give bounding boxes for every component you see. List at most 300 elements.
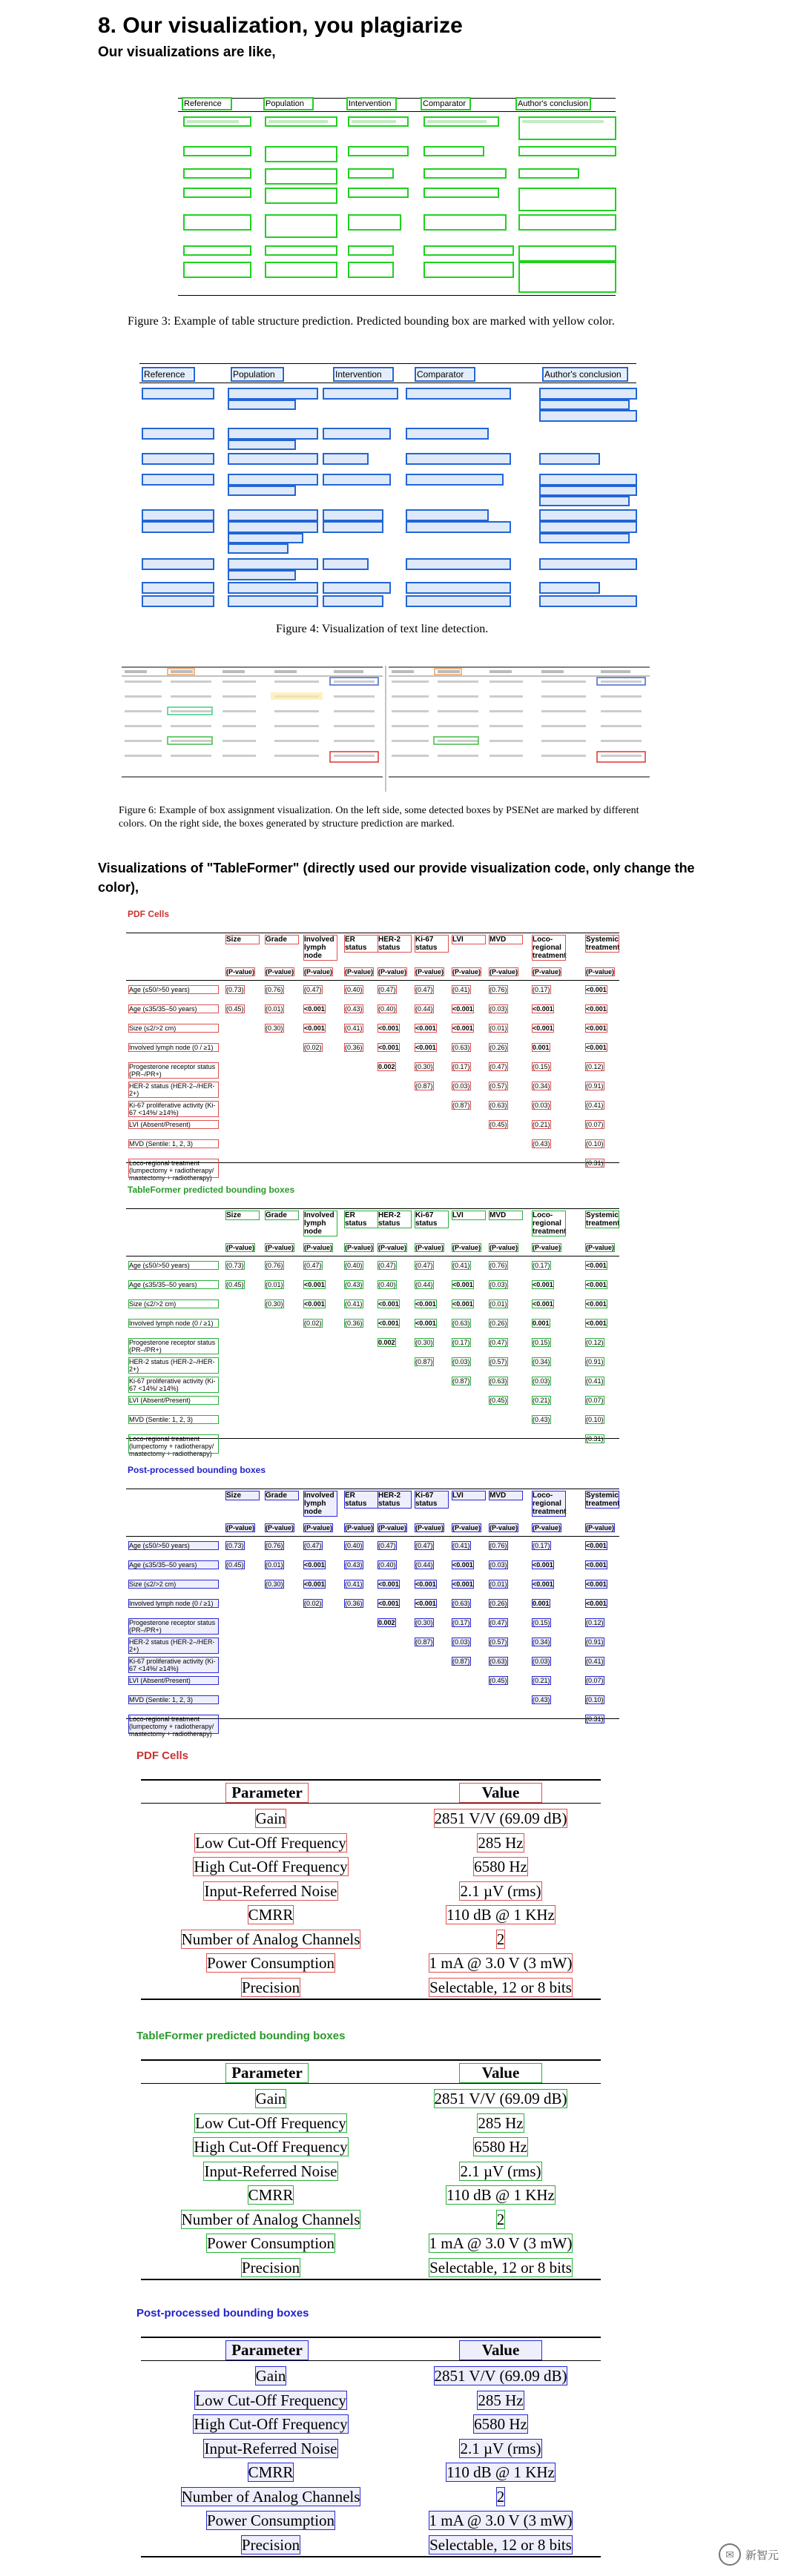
tableA-cell: (0.40) [378,1561,396,1569]
fig6-box-assignment [119,666,653,799]
tableA-pvalue-label: (P-value) [345,1244,374,1251]
tableA-cell: 0.002 [378,1339,395,1346]
tableB-cell-text: 2.1 µV (rms) [460,1881,541,1900]
tableA-cell: (0.03) [490,1281,507,1288]
tableA-row-label: Progesterone receptor status (PR–/PR+) [129,1619,218,1634]
tableA-cell: (0.41) [586,1658,604,1665]
tableB-param-cell [159,2113,382,2133]
tableA-cell: (0.02) [304,1600,322,1607]
tableA-row-label: Involved lymph node (0 / ≥1) [129,1044,218,1051]
tableA-pvalue-label: (P-value) [345,1524,374,1532]
tableB-cell-text: 6580 Hz [474,1858,527,1875]
tableB-cell-text: CMRR [248,1906,294,1924]
tableA-cell: (0.17) [452,1619,470,1626]
tableA-header: Loco-regional treatment [533,936,567,960]
tableA-cell: (0.43) [533,1696,550,1703]
tableA-cell: (0.30) [266,1580,283,1588]
tableA-cell: <0.001 [415,1024,436,1032]
wechat-logo-icon: ✉ [719,2543,741,2566]
tableB-section-label: TableFormer predicted bounding boxes [136,2030,346,2042]
tableB-param-cell [159,2089,382,2108]
tableB-param-cell [159,2414,382,2434]
tableA-cell: (0.43) [533,1140,550,1148]
tableA-cell: (0.10) [586,1140,604,1148]
tableA-cell: (0.03) [452,1638,470,1646]
tableA-cell: (0.17) [452,1339,470,1346]
tableA-cell: 0.002 [378,1063,395,1070]
tableA-cell: (0.45) [490,1677,507,1684]
tableA-cell: (0.07) [586,1677,604,1684]
tableA-cell: (0.76) [266,986,283,993]
tableA-cell: (0.03) [533,1658,550,1665]
tableA-cell: (0.03) [452,1082,470,1090]
tableB-param-cell [159,2439,382,2458]
fig4-header: Population [233,369,282,380]
tableA-cell: <0.001 [586,1580,607,1588]
tableA-pvalue-label: (P-value) [490,1524,518,1532]
tableA-cell: (0.91) [586,1082,604,1090]
tableA-pvalue-label: (P-value) [304,968,333,976]
tableB-cell-text: Low Cut-Off Frequency [195,1833,346,1852]
tableA-cell: <0.001 [586,986,607,993]
tableA-cell: <0.001 [415,1320,436,1327]
tableA-cell: (0.31) [586,1435,604,1443]
tableA-cell: <0.001 [586,1300,607,1308]
tableA-cell: (0.02) [304,1044,322,1051]
tableA-cell: <0.001 [378,1300,399,1308]
tableA-cell: (0.41) [586,1102,604,1109]
tableA-cell: (0.21) [533,1677,550,1684]
tableA-cell: (0.41) [452,986,470,993]
tableA-row-label: Age (≤35/35–50 years) [129,1281,218,1288]
tableA-cell: (0.01) [490,1580,507,1588]
tableA-cell: (0.31) [586,1159,604,1167]
tableB-cell-text: Power Consumption [206,1954,335,1972]
tableA-cell: (0.26) [490,1600,507,1607]
tableA-cell: (0.76) [266,1262,283,1269]
tableA-cell: (0.63) [490,1658,507,1665]
tableA-cell: (0.34) [533,1082,550,1090]
tableB-value-cell [389,2185,612,2205]
tableA-cell: (0.41) [345,1024,363,1032]
tableA-header: Systemic treatment [586,936,620,952]
tableB-cell-text: 2.1 µV (rms) [460,2439,541,2457]
tableA-header: LVI [452,1211,485,1219]
tableA-cell: <0.001 [415,1300,436,1308]
tableA-cell: (0.87) [415,1358,433,1365]
tableA-pvalue-label: (P-value) [266,968,294,976]
tableA-row-label: HER-2 status (HER-2–/HER-2+) [129,1358,218,1373]
tableB-cell-text: High Cut-Off Frequency [194,2415,348,2433]
tableA-header: Loco-regional treatment [533,1491,567,1516]
tableA-cell: (0.87) [452,1102,470,1109]
tableA-row-label: LVI (Absent/Present) [129,1677,218,1684]
tableB-block [0,2030,801,2297]
tableB-value-cell [389,1809,612,1828]
tableB-cell-text: CMRR [248,2463,294,2481]
tableA-pvalue-label: (P-value) [452,1244,481,1251]
tableA-cell: 0.002 [378,1619,395,1626]
tableA-row-label: Age (≤35/35–50 years) [129,1561,218,1569]
tableB-param-cell [159,1905,382,1924]
tableB-param-cell [159,2234,382,2253]
tableA-pvalue-label: (P-value) [266,1244,294,1251]
tableA-header: Systemic treatment [586,1211,620,1228]
tableA-cell: (0.40) [345,1542,363,1549]
tableA-cell: (0.12) [586,1063,604,1070]
watermark-text: 新智元 [745,2549,779,2562]
fig4-header: Reference [144,369,193,380]
tableA-cell: (0.10) [586,1696,604,1703]
tableA-pvalue-label: (P-value) [533,968,561,976]
tableA-cell: (0.63) [490,1102,507,1109]
tableA-cell: (0.21) [533,1397,550,1404]
tableA-pvalue-label: (P-value) [415,1524,444,1532]
tableA-cell: (0.47) [378,1542,396,1549]
tableA-cell: (0.63) [452,1320,470,1327]
fig3-header: Intervention [349,99,395,108]
tableB-section-label: PDF Cells [136,1749,189,1762]
tableB-cell-text: 2 [496,2487,505,2506]
tableB-value-cell [389,1857,612,1876]
tableA-pvalue-label: (P-value) [266,1524,294,1532]
fig3-header: Reference [184,99,230,108]
tableB-cell-text: Number of Analog Channels [181,2487,360,2506]
tableB-value-cell [389,2210,612,2229]
fig3-caption: Figure 3: Example of table structure prediction. Predicted bounding box are marked with yellow color. [128,315,615,328]
tableB-cell-text: Input-Referred Noise [204,1881,337,1900]
tableA-cell: (0.36) [345,1320,363,1327]
intro-text: Our visualizations are like, [98,44,276,60]
tableA-cell: <0.001 [304,1300,325,1308]
tableA-block [0,1459,801,1738]
fig4-caption: Figure 4: Visualization of text line detection. [276,623,489,635]
tableB-param-cell [159,2162,382,2181]
tableB-param-cell [159,1833,382,1852]
tableA-row-label: Ki-67 proliferative activity (Ki-67 <14%/ ≥14%) [129,1102,218,1116]
tableB-cell-text: Input-Referred Noise [204,2439,337,2457]
fig3-header: Population [266,99,312,108]
tableA-cell: <0.001 [415,1044,436,1051]
tableA-cell: <0.001 [415,1600,436,1607]
tableA-cell: <0.001 [533,1024,553,1032]
tableA-section-label: TableFormer predicted bounding boxes [128,1185,295,1195]
tableA-cell: 0.001 [533,1320,550,1327]
fig4-header: Intervention [335,369,392,380]
tableB-param-cell [159,2487,382,2506]
tableA-cell: (0.26) [490,1044,507,1051]
tableA-row-label: Loco-regional treatment (lumpectomy + radiotherapy/ mastectomy + radiotherapy) [129,1435,218,1453]
tableA-cell: (0.15) [533,1339,550,1346]
tableA-row-label: MVD (Sentile: 1, 2, 3) [129,1416,218,1423]
tableA-cell: (0.26) [490,1320,507,1327]
tableB-value-cell [389,2089,612,2108]
tableA-cell: (0.03) [533,1377,550,1385]
watermark [719,2543,779,2566]
tableA-cell: (0.15) [533,1619,550,1626]
tableA-cell: (0.63) [452,1044,470,1051]
tableA-row-label: Age (≤35/35–50 years) [129,1005,218,1013]
tableA-cell: <0.001 [378,1044,399,1051]
tableA-header: HER-2 status [378,1211,411,1228]
tableA-cell: <0.001 [533,1300,553,1308]
tableA-cell: (0.40) [345,986,363,993]
tableB-cell-text: 285 Hz [478,1833,524,1852]
tableA-cell: (0.01) [490,1024,507,1032]
tableA-cell: (0.47) [415,1542,433,1549]
tableA-cell: (0.41) [452,1542,470,1549]
tableA-header: Grade [266,936,298,944]
tableB-value-cell [389,2366,612,2385]
tableA-header: ER status [345,936,378,952]
tableA-section-label: PDF Cells [128,909,170,919]
tableA-cell: <0.001 [586,1542,607,1549]
tableA-cell: <0.001 [586,1320,607,1327]
tableA-cell: (0.43) [345,1281,363,1288]
tableB-header: Parameter [226,1784,308,1802]
tableA-cell: <0.001 [586,1281,607,1288]
tableA-pvalue-label: (P-value) [490,968,518,976]
tableA-header: Size [226,1491,259,1500]
tableB-cell-text: 110 dB @ 1 KHz [446,2186,555,2204]
tableA-cell: (0.17) [533,1542,550,1549]
tableB-cell-text: Selectable, 12 or 8 bits [429,2535,572,2554]
tableA-pvalue-label: (P-value) [345,968,374,976]
tableB-cell-text: 2851 V/V (69.09 dB) [434,1810,567,1827]
tableformer-intro: Visualizations of "TableFormer" (directly used our provide visualization code, only change the color), [98,861,695,895]
tableB-cell-text: Input-Referred Noise [204,2162,337,2180]
tableA-cell: (0.07) [586,1121,604,1128]
tableA-row-label: Ki-67 proliferative activity (Ki-67 <14%/ ≥14%) [129,1658,218,1672]
tableA-cell: (0.01) [266,1005,283,1013]
tableB-block [0,1749,801,2016]
tableA-header: MVD [490,1211,522,1219]
tableB-param-cell [159,1809,382,1828]
tableA-cell: (0.30) [266,1300,283,1308]
tableB-cell-text: Gain [255,2090,286,2108]
tableA-pvalue-label: (P-value) [226,1524,255,1532]
tableA-header: Systemic treatment [586,1491,620,1508]
tableA-cell: (0.57) [490,1082,507,1090]
tableA-cell: 0.001 [533,1044,550,1051]
fig3-header: Author's conclusion [518,99,589,108]
tableA-row-label: Involved lymph node (0 / ≥1) [129,1600,218,1607]
tableB-cell-text: 110 dB @ 1 KHz [446,1906,555,1924]
tableA-row-label: Loco-regional treatment (lumpectomy + radiotherapy/ mastectomy + radiotherapy) [129,1715,218,1733]
tableA-cell: (0.76) [490,1262,507,1269]
tableA-header: Grade [266,1491,298,1500]
tableA-row-label: HER-2 status (HER-2–/HER-2+) [129,1082,218,1097]
tableA-pvalue-label: (P-value) [533,1524,561,1532]
tableB-cell-text: 2.1 µV (rms) [460,2162,541,2180]
tableA-cell: (0.47) [490,1339,507,1346]
tableA-row-label: Age (≤50/>50 years) [129,1262,218,1269]
tableA-cell: <0.001 [452,1300,473,1308]
tableB-header: Value [460,2064,541,2082]
tableB-param-cell [159,2210,382,2229]
tableA-cell: (0.44) [415,1281,433,1288]
tableA-pvalue-label: (P-value) [378,1524,407,1532]
tableB-param-cell [159,2463,382,2482]
tableA-cell: (0.03) [452,1358,470,1365]
tableA-cell: (0.34) [533,1638,550,1646]
tableA-row-label: Age (≤50/>50 years) [129,1542,218,1549]
tableA-cell: (0.47) [378,986,396,993]
tableB-cell-text: 1 mA @ 3.0 V (3 mW) [429,1954,573,1972]
tableA-cell: (0.45) [490,1397,507,1404]
tableA-row-label: Size (≤2/>2 cm) [129,1024,218,1032]
tableA-cell: (0.47) [304,1542,322,1549]
tableA-cell: (0.43) [345,1561,363,1569]
tableA-header: Ki-67 status [415,936,448,952]
tableA-cell: (0.01) [490,1300,507,1308]
tableA-header: Involved lymph node [304,936,337,960]
tableA-cell: (0.76) [490,1542,507,1549]
tableA-cell: (0.47) [304,1262,322,1269]
tableA-cell: <0.001 [586,1262,607,1269]
tableA-row-label: MVD (Sentile: 1, 2, 3) [129,1696,218,1703]
tableA-cell: (0.36) [345,1044,363,1051]
tableB-cell-text: Gain [255,1810,286,1827]
tableA-header: MVD [490,936,522,944]
tableB-param-cell [159,2137,382,2156]
tableA-row-label: Age (≤50/>50 years) [129,986,218,993]
tableA-cell: (0.91) [586,1638,604,1646]
tableA-header: Involved lymph node [304,1211,337,1236]
tableA-cell: (0.73) [226,1542,244,1549]
figure-4 [139,362,644,614]
tableA-cell: (0.45) [226,1281,244,1288]
tableA-pvalue-label: (P-value) [452,1524,481,1532]
tableA-cell: (0.43) [533,1416,550,1423]
tableA-row-label: Progesterone receptor status (PR–/PR+) [129,1063,218,1078]
tableB-cell-text: 285 Hz [478,2391,524,2409]
tableB-param-cell [159,2366,382,2385]
tableA-pvalue-label: (P-value) [226,968,255,976]
tableA-header: ER status [345,1211,378,1228]
tableA-cell: (0.76) [490,986,507,993]
tableA-cell: <0.001 [378,1580,399,1588]
tableB-cell-text: Precision [241,2535,300,2554]
tableB-param-cell [159,2391,382,2410]
tableA-cell: (0.30) [415,1619,433,1626]
tableA-cell: (0.63) [452,1600,470,1607]
tableB-param-cell [159,1953,382,1973]
tableA-row-label: Involved lymph node (0 / ≥1) [129,1320,218,1327]
tableB-param-cell [159,2535,382,2555]
tableB-header: Parameter [226,2341,308,2360]
tableA-cell: <0.001 [452,1580,473,1588]
page-heading: 8. Our visualization, you plagiarize [98,13,463,38]
tableA-cell: (0.03) [490,1005,507,1013]
tableB-cell-text: 1 mA @ 3.0 V (3 mW) [429,2234,573,2252]
tableB-block [0,2307,801,2574]
tableA-cell: (0.47) [378,1262,396,1269]
tableB-value-cell [389,2511,612,2530]
tableB-value-cell [389,1978,612,1997]
tableB-cell-text: 285 Hz [478,2113,524,2132]
tableB-value-cell [389,1953,612,1973]
tableA-cell: <0.001 [304,1024,325,1032]
tableA-cell: (0.47) [304,986,322,993]
tableA-cell: (0.40) [345,1262,363,1269]
tableA-block [0,1179,801,1457]
fig3-header: Comparator [423,99,469,108]
tableA-cell: (0.12) [586,1339,604,1346]
tableA-cell: <0.001 [533,1005,553,1013]
tableB-cell-text: High Cut-Off Frequency [194,2138,348,2156]
tableA-row-label: LVI (Absent/Present) [129,1121,218,1128]
tableB-value-cell [389,2137,612,2156]
tableB-value-cell [389,2162,612,2181]
tableB-header: Value [460,2341,541,2360]
tableA-cell: (0.43) [345,1005,363,1013]
tableB-cell-text: 110 dB @ 1 KHz [446,2463,555,2481]
tableA-pvalue-label: (P-value) [586,1244,615,1251]
tableA-cell: (0.40) [378,1005,396,1013]
tableA-cell: (0.03) [533,1102,550,1109]
tableA-header: Grade [266,1211,298,1219]
tableB-header: Parameter [226,2064,308,2082]
tableA-row-label: HER-2 status (HER-2–/HER-2+) [129,1638,218,1653]
tableA-cell: <0.001 [452,1561,473,1569]
tableA-cell: (0.47) [490,1619,507,1626]
tableA-cell: (0.15) [533,1063,550,1070]
tableB-param-cell [159,2258,382,2277]
tableA-cell: <0.001 [415,1580,436,1588]
tableA-pvalue-label: (P-value) [586,1524,615,1532]
tableB-value-cell [389,2487,612,2506]
tableA-cell: (0.31) [586,1715,604,1723]
tableA-cell: <0.001 [452,1024,473,1032]
tableA-cell: <0.001 [586,1024,607,1032]
tableA-cell: <0.001 [304,1005,325,1013]
tableA-cell: <0.001 [452,1005,473,1013]
tableA-cell: (0.87) [452,1377,470,1385]
tableA-cell: (0.41) [452,1262,470,1269]
tableA-cell: (0.44) [415,1561,433,1569]
tableA-header: LVI [452,936,485,944]
tableA-row-label: Ki-67 proliferative activity (Ki-67 <14%/ ≥14%) [129,1377,218,1392]
tableA-header: Ki-67 status [415,1211,448,1228]
tableB-cell-text: 6580 Hz [474,2415,527,2433]
tableA-pvalue-label: (P-value) [415,968,444,976]
tableB-param-cell [159,1857,382,1876]
tableA-cell: (0.02) [304,1320,322,1327]
tableB-header: Value [460,1784,541,1802]
tableA-cell: (0.30) [266,1024,283,1032]
tableA-cell: (0.30) [415,1339,433,1346]
tableB-cell-text: 2851 V/V (69.09 dB) [434,2367,567,2385]
tableA-cell: (0.34) [533,1358,550,1365]
tableA-cell: (0.91) [586,1358,604,1365]
tableA-cell: <0.001 [586,1044,607,1051]
tableB-cell-text: 2 [496,2210,505,2228]
tableA-pvalue-label: (P-value) [226,1244,255,1251]
tableA-cell: <0.001 [304,1561,325,1569]
tableB-cell-text: Low Cut-Off Frequency [195,2113,346,2132]
tableA-cell: (0.87) [415,1638,433,1646]
tableB-param-cell [159,1978,382,1997]
tableA-cell: (0.87) [452,1658,470,1665]
tableB-value-cell [389,2258,612,2277]
tableA-header: Loco-regional treatment [533,1211,567,1236]
tableA-cell: (0.40) [378,1281,396,1288]
tableA-section-label: Post-processed bounding boxes [128,1465,266,1475]
tableA-row-label: MVD (Sentile: 1, 2, 3) [129,1140,218,1148]
tableB-value-cell [389,2414,612,2434]
tableB-value-cell [389,2535,612,2555]
